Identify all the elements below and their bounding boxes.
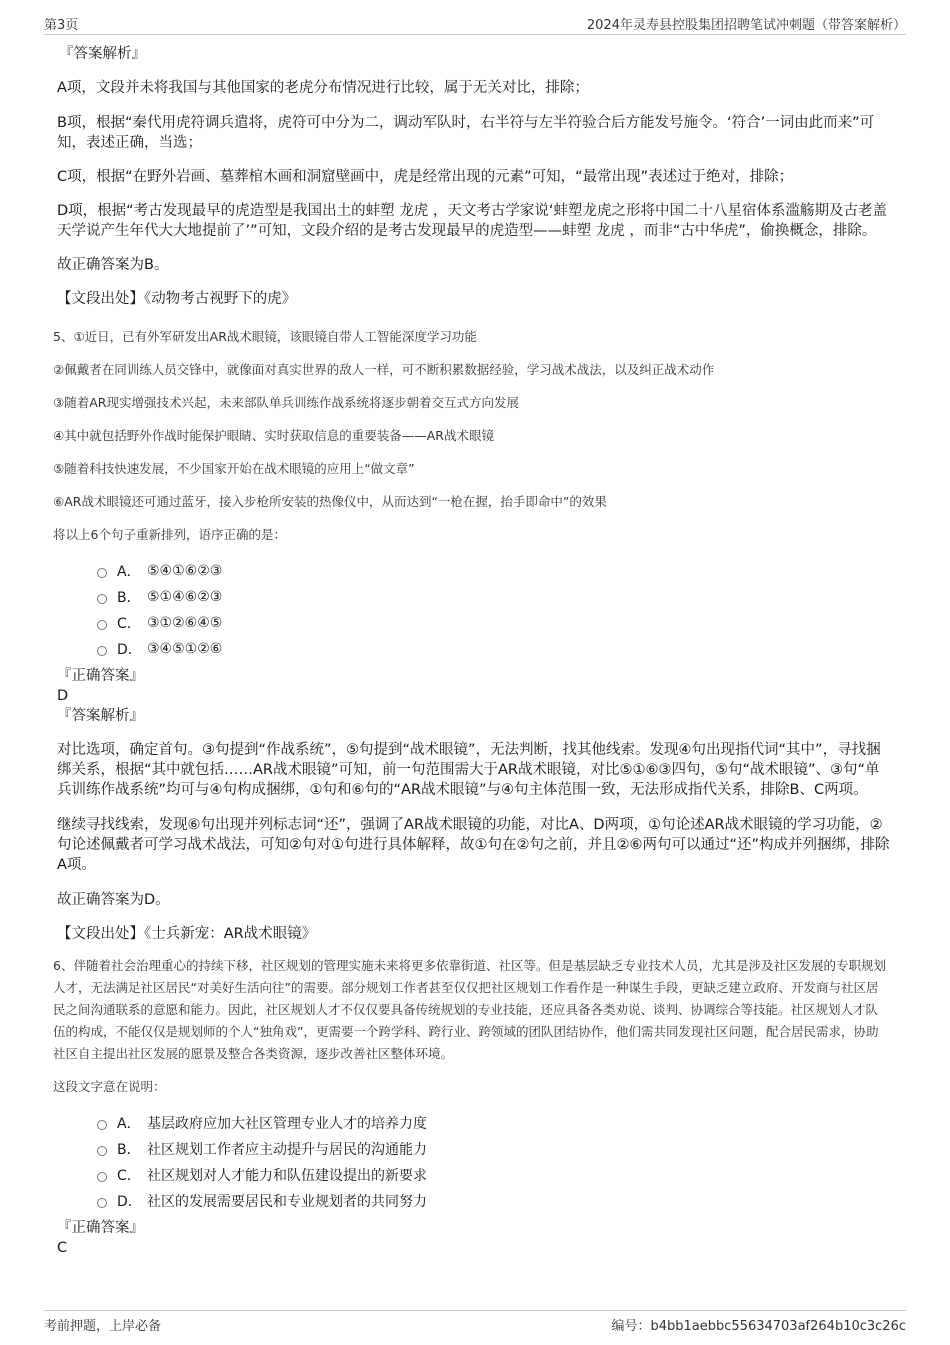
radio-icon[interactable]: [97, 1198, 107, 1208]
correct-answer: D: [57, 688, 69, 704]
radio-icon[interactable]: [97, 1146, 107, 1156]
answer-conclusion: 故正确答案为B。: [57, 257, 169, 273]
analysis-paragraph-a: A项，文段并未将我国与其他国家的老虎分布情况进行比较，属于无关对比，排除；: [57, 80, 589, 96]
radio-icon[interactable]: [97, 594, 107, 604]
analysis-paragraph: 对比选项，确定首句。③句提到“作战系统”，⑤句提到“战术眼镜”，无法判断，找其他线索。发现④句出现指代词“其中”，寻找捆绑关系，根据“其中就包括……AR战术眼镜”可知，前一句范围需大于AR战术眼镜，对比⑤①⑥③四句，⑤句“战术眼镜”、③句“单兵训练作战系统”均可与④句构成捆绑，①句和⑥句的“AR战术眼镜”与④句主体范围一致，无法形成指代关系，排除B、C两项。: [57, 742, 881, 798]
question-prompt: 这段文字意在说明：: [53, 1079, 166, 1094]
option-key: C．: [117, 616, 141, 632]
radio-icon[interactable]: [97, 568, 107, 578]
radio-icon[interactable]: [97, 646, 107, 656]
option-d[interactable]: [97, 1188, 890, 1214]
radio-icon[interactable]: [97, 1120, 107, 1130]
option-a[interactable]: [97, 1110, 890, 1136]
option-key: D．: [117, 1194, 142, 1210]
radio-icon[interactable]: [97, 620, 107, 630]
option-text: ⑤①④⑥②③: [147, 589, 223, 605]
page-number: 第3页: [44, 18, 79, 33]
option-b[interactable]: [97, 584, 890, 610]
page-header: [44, 12, 906, 35]
analysis-paragraph-c: C项，根据“在野外岩画、墓葬棺木画和洞窟壁画中，虎是经常出现的元素”可知，“最常出现”表述过于绝对，排除；: [57, 169, 794, 185]
correct-answer-label: 『正确答案』: [57, 668, 144, 684]
option-text: ③①②⑥④⑤: [147, 615, 223, 631]
question-sentence: ⑥AR战术眼镜还可通过蓝牙，接入步枪所安装的热像仪中，从而达到“一枪在握，抬手即命中”的效果: [53, 494, 607, 509]
option-key: A．: [117, 1116, 141, 1132]
option-d[interactable]: [97, 636, 890, 662]
question-6-stem: 6、伴随着社会治理重心的持续下移，社区规划的管理实施未来将更多依靠街道、社区等。但是基层缺乏专业技术人员，尤其是涉及社区发展的专职规划人才，无法满足社区居民“对美好生活向往”的需要。部分规划工作者甚至仅仅把社区规划工作看作是一种谋生手段，更缺乏建立政府、开发商与社区居民之间沟通联系的意愿和能力。因此，社区规划人才不仅仅要具备传统规划的专业技能，还应具备各类劝说、谈判、协调综合等技能。社区规划人才队伍的构成，不能仅仅是规划师的个人“独角戏”，更需要一个跨学科、跨行业、跨领域的团队团结协作，他们需共同发现社区问题，配合居民需求，协助社区自主提出社区发展的愿景及整合各类资源，逐步改善社区整体环境。: [53, 958, 886, 1061]
option-text: 社区规划工作者应主动提升与居民的沟通能力: [147, 1142, 427, 1158]
option-text: 基层政府应加大社区管理专业人才的培养力度: [147, 1116, 427, 1132]
option-key: D．: [117, 642, 142, 658]
document-code: 编号：b4bb1aebbc55634703af264b10c3c26c: [611, 1319, 906, 1334]
answer-conclusion: 故正确答案为D。: [57, 892, 170, 908]
correct-answer: C: [57, 1240, 68, 1256]
correct-answer-label: 『正确答案』: [57, 1220, 144, 1236]
page-content: [53, 44, 890, 1258]
question-5: [53, 326, 890, 546]
option-text: ⑤④①⑥②③: [147, 563, 223, 579]
option-a[interactable]: [97, 558, 890, 584]
option-c[interactable]: [97, 610, 890, 636]
option-key: B．: [117, 1142, 141, 1158]
analysis-paragraph-d: D项，根据“考古发现最早的虎造型是我国出土的蚌塑 龙虎 ，天文考古学家说‘蚌塑龙虎之形将中国二十八星宿体系滥觞期及古老盖天学说产生年代大大地提前了’”可知，文段介绍的是考古发现最早的虎造型——蚌塑 龙虎 ，而非“古中华虎”，偷换概念，排除。: [57, 203, 887, 239]
analysis-paragraph: 继续寻找线索，发现⑥句出现并列标志词“还”，强调了AR战术眼镜的功能，对比A、D两项，①句论述AR战术眼镜的学习功能，②句论述佩戴者可学习战术战法，可知②句对①句进行具体解释，故①句在②句之前，并且②⑥两句可以通过“还”构成并列捆绑，排除A项。: [57, 817, 890, 873]
option-text: 社区的发展需要居民和专业规划者的共同努力: [147, 1194, 427, 1210]
option-b[interactable]: [97, 1136, 890, 1162]
page-footer: [44, 1310, 906, 1334]
question-sentence: ②佩戴者在同训练人员交锋中，就像面对真实世界的敌人一样，可不断积累数据经验，学习战术战法，以及纠正战术动作: [53, 362, 715, 377]
option-text: ③④⑤①②⑥: [147, 641, 223, 657]
option-key: C．: [117, 1168, 141, 1184]
source-citation: 【文段出处】《动物考古视野下的虎》: [57, 291, 297, 307]
question-sentence: ③随着AR现实增强技术兴起，未来部队单兵训练作战系统将逐步朝着交互式方向发展: [53, 395, 519, 410]
question-sentence: ④其中就包括野外作战时能保护眼睛、实时获取信息的重要装备——AR战术眼镜: [53, 428, 494, 443]
radio-icon[interactable]: [97, 1172, 107, 1182]
option-c[interactable]: [97, 1162, 890, 1188]
analysis-label: 『答案解析』: [57, 708, 144, 724]
option-key: B．: [117, 590, 141, 606]
question-sentence: ⑤随着科技快速发展，不少国家开始在战术眼镜的应用上“做文章”: [53, 461, 415, 476]
option-text: 社区规划对人才能力和队伍建设提出的新要求: [147, 1168, 427, 1184]
options-list: [57, 558, 890, 662]
question-sentence: 5、①近日，已有外军研发出AR战术眼镜，该眼镜自带人工智能深度学习功能: [53, 329, 477, 344]
option-key: A．: [117, 564, 141, 580]
footer-slogan: 考前押题，上岸必备: [44, 1319, 162, 1334]
document-title: 2024年灵寿县控股集团招聘笔试冲刺题（带答案解析）: [586, 18, 906, 33]
source-citation: 【文段出处】《士兵新宠：AR战术眼镜》: [57, 926, 317, 942]
question-prompt: 将以上6个句子重新排列，语序正确的是：: [53, 527, 286, 542]
analysis-paragraph-b: B项，根据“秦代用虎符调兵遣将，虎符可中分为二，调动军队时，右半符与左半符验合后方能发号施令。‘符合’一词由此而来”可知，表述正确，当选；: [57, 115, 875, 151]
analysis-label: 『答案解析』: [59, 46, 146, 62]
options-list: [57, 1110, 890, 1214]
